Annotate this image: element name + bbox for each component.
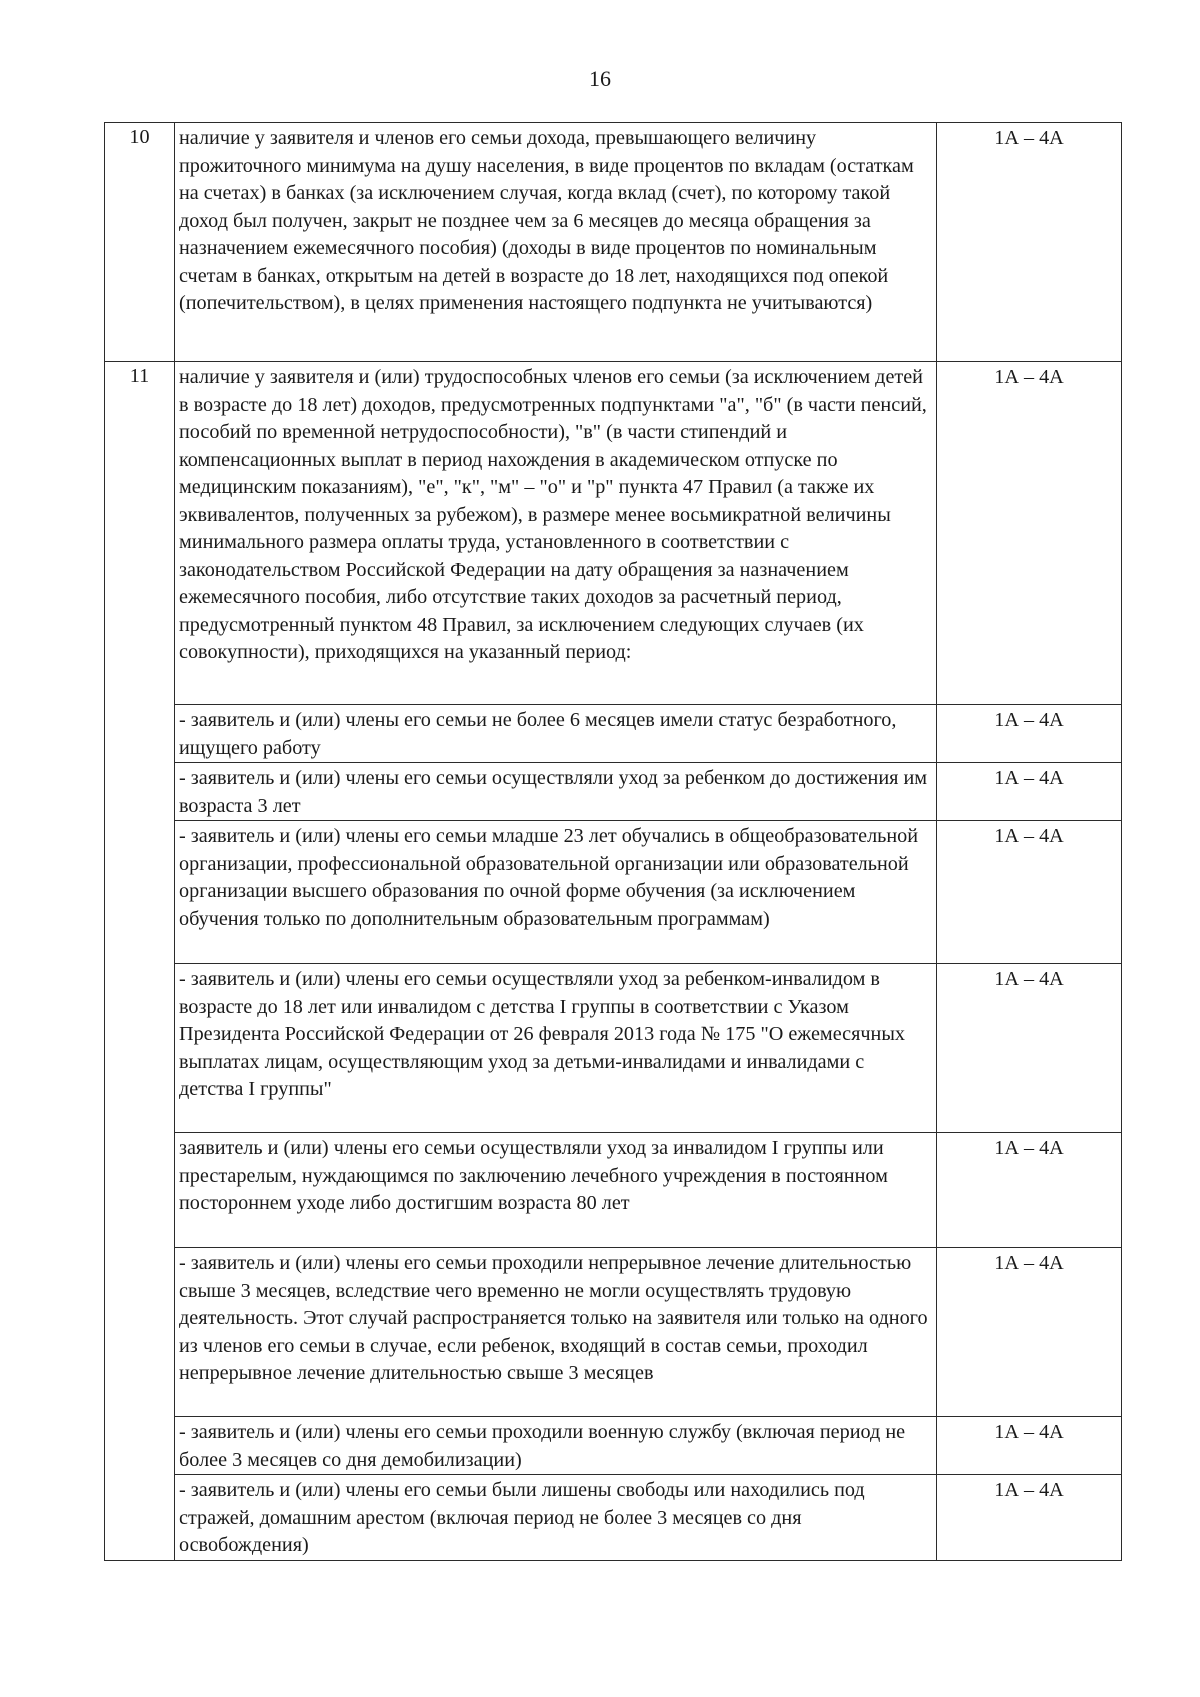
row-text: - заявитель и (или) члены его семьи осуществляли уход за ребенком до достижения им возраста 3 лет [175,763,937,821]
row-code: 1А – 4А [937,763,1122,821]
row-code: 1А – 4А [937,964,1122,1133]
page-number: 16 [589,66,611,91]
row-text: - заявитель и (или) члены его семьи не более 6 месяцев имели статус безработного, ищущего работу [175,705,937,763]
criteria-table [104,122,1122,1561]
table-row [105,362,1122,705]
row-code: 1А – 4А [937,1133,1122,1248]
row-number [105,821,175,964]
row-number: 10 [105,123,175,362]
row-text: заявитель и (или) члены его семьи осуществляли уход за инвалидом I группы или престарелым, нуждающимся по заключению лечебного учреждения в постоянном постороннем уходе либо достигшим возраста 80 лет [175,1133,937,1248]
row-number [105,763,175,821]
row-text: наличие у заявителя и (или) трудоспособных членов его семьи (за исключением детей в возрасте до 18 лет) доходов, предусмотренных подпунктами "а", "б" (в части пенсий, пособий по временной нетрудоспособности), "в" (в части стипендий и компенсационных выплат в период нахождения в академическом отпуске по медицинским показаниям), "е", "к", "м" – "о" и "р" пункта 47 Правил (а также их эквивалентов, полученных за рубежом), в размере менее восьмикратной величины минимального размера оплаты труда, установленного в соответствии с законодательством Российской Федерации на дату обращения за назначением ежемесячного пособия, либо отсутствие таких доходов за расчетный период, предусмотренный пунктом 48 Правил, за исключением следующих случаев (их совокупности), приходящихся на указанный период: [175,362,937,705]
table-row [105,1417,1122,1475]
row-number [105,705,175,763]
row-number [105,1417,175,1475]
row-text: - заявитель и (или) члены его семьи проходили военную службу (включая период не более 3 месяцев со дня демобилизации) [175,1417,937,1475]
row-number: 11 [105,362,175,705]
row-number [105,1475,175,1561]
table-row [105,763,1122,821]
row-text: - заявитель и (или) члены его семьи осуществляли уход за ребенком-инвалидом в возрасте до 18 лет или инвалидом с детства I группы в соответствии с Указом Президента Российской Федерации от 26 февраля 2013 года № 175 "О ежемесячных выплатах лицам, осуществляющим уход за детьми-инвалидами и инвалидами с детства I группы" [175,964,937,1133]
row-code: 1А – 4А [937,123,1122,362]
table-row [105,964,1122,1133]
table-row [105,1475,1122,1561]
row-code: 1А – 4А [937,1475,1122,1561]
row-code: 1А – 4А [937,1248,1122,1417]
row-text: наличие у заявителя и членов его семьи дохода, превышающего величину прожиточного минимума на душу населения, в виде процентов по вкладам (остаткам на счетах) в банках (за исключением случая, когда вклад (счет), по которому такой доход был получен, закрыт не позднее чем за 6 месяцев до месяца обращения за назначением ежемесячного пособия) (доходы в виде процентов по номинальным счетам в банках, открытым на детей в возрасте до 18 лет, находящихся под опекой (попечительством), в целях применения настоящего подпункта не учитываются) [175,123,937,362]
table-row [105,123,1122,362]
row-number [105,1248,175,1417]
table-row [105,705,1122,763]
row-text: - заявитель и (или) члены его семьи проходили непрерывное лечение длительностью свыше 3 месяцев, вследствие чего временно не могли осуществлять трудовую деятельность. Этот случай распространяется только на заявителя или только на одного из членов его семьи в случае, если ребенок, входящий в состав семьи, проходил непрерывное лечение длительностью свыше 3 месяцев [175,1248,937,1417]
row-code: 1А – 4А [937,1417,1122,1475]
row-text: - заявитель и (или) члены его семьи младше 23 лет обучались в общеобразовательной организации, профессиональной образовательной организации или образовательной организации высшего образования по очной форме обучения (за исключением обучения только по дополнительным образовательным программам) [175,821,937,964]
row-number [105,1133,175,1248]
row-code: 1А – 4А [937,705,1122,763]
table-row [105,1133,1122,1248]
row-code: 1А – 4А [937,821,1122,964]
table-row [105,821,1122,964]
row-code: 1А – 4А [937,362,1122,705]
row-text: - заявитель и (или) члены его семьи были лишены свободы или находились под стражей, домашним арестом (включая период не более 3 месяцев со дня освобождения) [175,1475,937,1561]
row-number [105,964,175,1133]
table-row [105,1248,1122,1417]
